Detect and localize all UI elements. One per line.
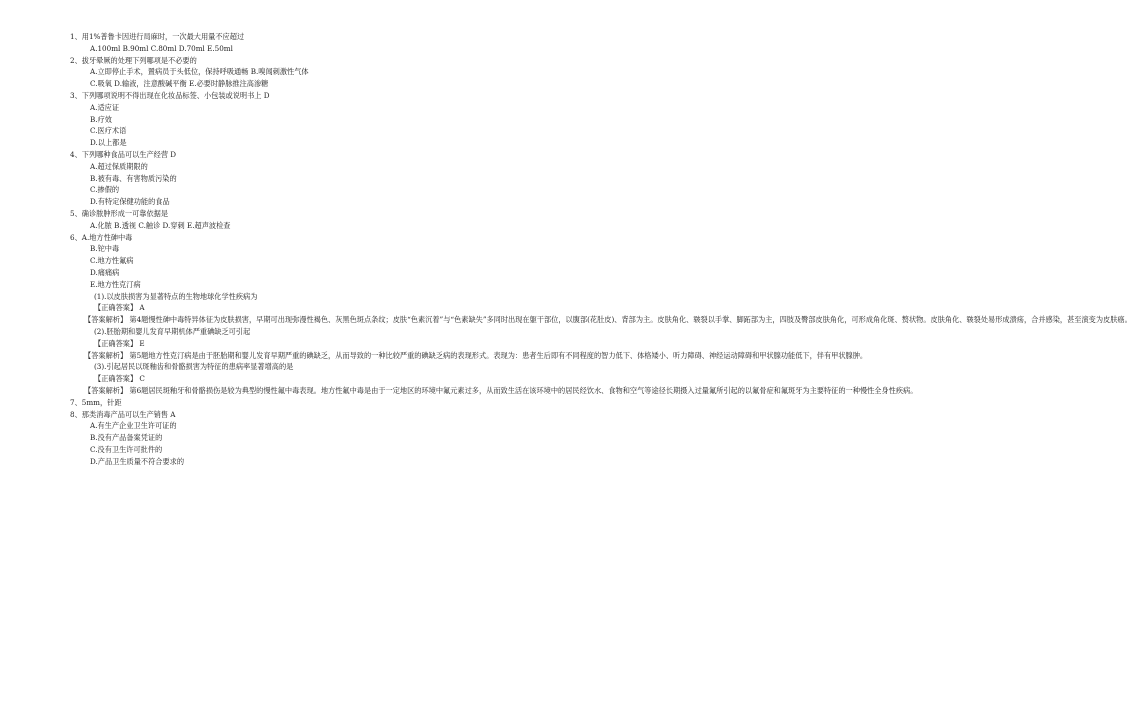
text-line: (1).以皮肤损害为显著特点的生物地球化学性疾病为 (94, 291, 258, 301)
text-line: A.超过保质期限的 (90, 161, 148, 171)
explanation-paragraph: 【答案解析】 第5题地方性克汀病是由于胚胎期和婴儿发育早期严重的碘缺乏，从而导致的一种比较严重的碘缺乏病的表现形式。表现为：患者生后即有不同程度的智力低下、体格矮小、听力障碍、神经运动障碍和甲状腺功能低下，伴有甲状腺肿。 (84, 350, 868, 360)
text-line: D.有特定保健功能的食品 (90, 197, 170, 207)
document-body (70, 31, 1132, 467)
text-line: D.痛痛病 (90, 267, 120, 277)
text-line: A.立即停止手术，置病员于头低位，保持呼吸通畅 B.嗅闻刺激性气体 (90, 67, 309, 77)
text-line: 3、下列哪项说明不得出现在化妆品标签、小包装或说明书上 D (70, 90, 270, 100)
text-line: (2).胚胎期和婴儿发育早期机体严重碘缺乏可引起 (94, 326, 251, 336)
text-line: E.地方性克汀病 (90, 279, 141, 289)
text-line: A.化脓 B.透视 C.触诊 D.穿刺 E.超声波检查 (90, 220, 231, 230)
text-line: 6、A.地方性砷中毒 (70, 232, 133, 242)
text-line: C.地方性氟病 (90, 256, 134, 266)
text-line: A.有生产企业卫生许可证的 (90, 421, 177, 431)
text-line: C.没有卫生许可批件的 (90, 444, 163, 454)
explanation-paragraph: 【答案解析】 第6题居民斑釉牙和骨骼损伤是较为典型的慢性氟中毒表现。地方性氟中毒是由于一定地区的环境中氟元素过多，从而致生活在该环境中的居民经饮水、食物和空气等途径长期摄入过量氟所引起的以氟骨症和氟斑牙为主要特征的一种慢性全身性疾病。 (84, 385, 918, 395)
text-line: A.100ml B.90ml C.80ml D.70ml E.50ml (90, 43, 233, 53)
text-line: 5、确诊脓肿形成一可靠依据是 (70, 208, 169, 218)
text-line: 2、拔牙晕厥的处理下列哪项是不必要的 (70, 55, 197, 65)
text-line: 1、用1%普鲁卡因进行局麻时，一次最大用量不应超过 (70, 32, 245, 41)
text-line: B.没有产品备案凭证的 (90, 433, 163, 443)
text-line: B.铊中毒 (90, 244, 120, 254)
text-line: 【正确答案】 C (94, 374, 145, 384)
text-line: B.被有毒、有害物质污染的 (90, 173, 177, 183)
text-line: D.产品卫生质量不符合要求的 (90, 456, 185, 466)
text-line: (3).引起居民以斑釉齿和骨骼损害为特征的患病率显著增高的是 (94, 362, 294, 372)
text-line: B.疗效 (90, 114, 112, 124)
text-line: D.以上都是 (90, 138, 127, 148)
text-line: A.适应证 (90, 102, 120, 112)
text-line: 【正确答案】 E (94, 338, 145, 348)
text-line: 8、那类消毒产品可以生产销售 A (70, 409, 176, 419)
text-line: C.吸氧 D.输液，注意酸碱平衡 E.必要时静脉推注高渗糖 (90, 79, 269, 89)
text-line: C.医疗术语 (90, 126, 127, 136)
text-line: C.掺假的 (90, 185, 120, 195)
text-line: 7、5mm，针距 (70, 397, 122, 407)
text-line: 【正确答案】 A (94, 303, 145, 313)
text-line: 4、下列哪种食品可以生产经营 D (70, 149, 177, 159)
explanation-paragraph: 【答案解析】 第4题慢性砷中毒特异体征为皮肤损害，早期可出现弥漫性褐色、灰黑色斑点条纹；皮肤“色素沉着”与“色素缺失”多同时出现在躯干部位，以腹部(花肚皮)、背部为主。皮肤角化、皲裂以手掌、脚跖部为主，四肢及臀部皮肤角化，可形成角化斑、赘状物。皮肤角化、皲裂处易形成溃疡，合并感染，甚至演变为皮肤癌。 (84, 315, 1132, 325)
